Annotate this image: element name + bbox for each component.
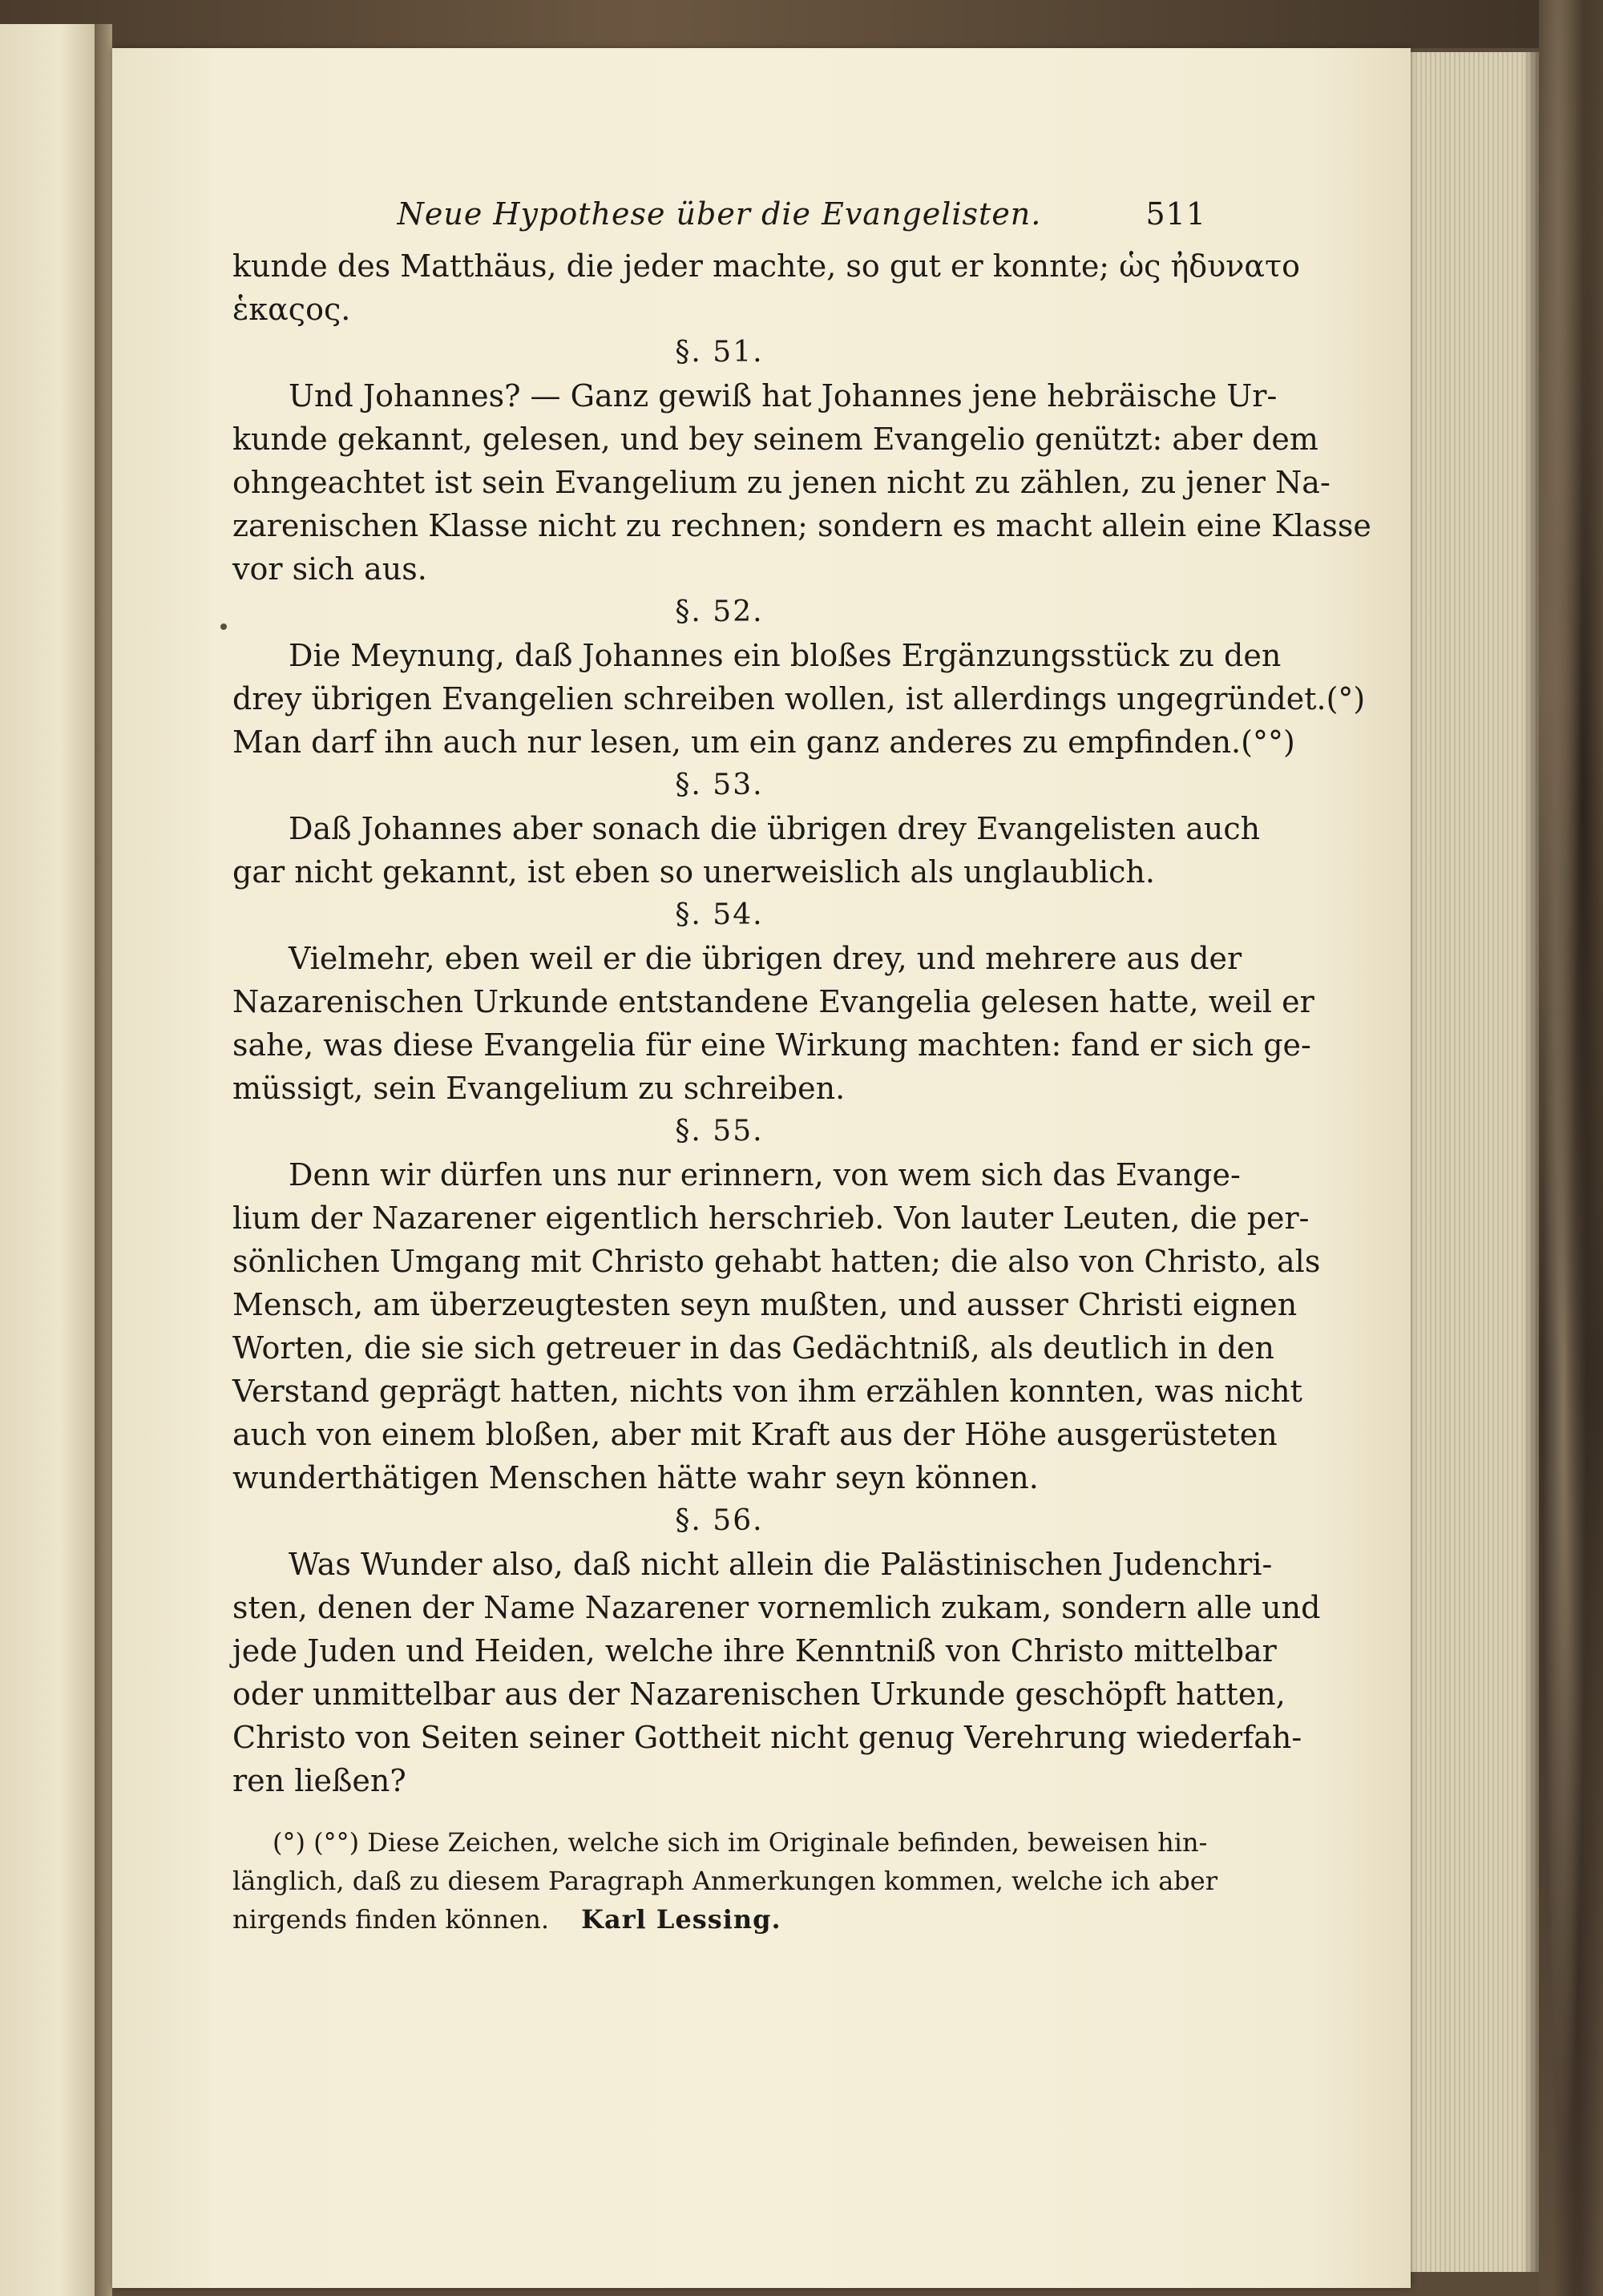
marbled-cover-edge [1539, 0, 1603, 2296]
book-gutter [95, 24, 112, 2296]
text-line: Und Johannes? — Ganz gewiß hat Johannes jene hebräische Ur- [289, 378, 1278, 414]
section-heading: §. 53. [675, 769, 764, 801]
margin-ink-dot [220, 623, 227, 630]
text-line: Was Wunder also, daß nicht allein die Palästinischen Judenchri- [289, 1547, 1273, 1582]
section-heading: §. 52. [675, 595, 764, 628]
text-line: Denn wir dürfen uns nur erinnern, von wem sich das Evange- [289, 1157, 1241, 1192]
footnote [232, 1823, 1217, 1939]
page-number: 511 [1145, 196, 1206, 232]
text-line: Verstand geprägt hatten, nichts von ihm erzählen konnten, was nicht [232, 1374, 1302, 1409]
footnote-line [232, 1862, 1217, 1900]
text-line: vor sich aus. [232, 551, 427, 587]
text-line: wunderthätigen Menschen hätte wahr seyn können. [232, 1460, 1039, 1495]
running-head-title: Neue Hypothese über die Evangelisten. [397, 196, 1042, 232]
text-line: sönlichen Umgang mit Christo gehabt hatten; die also von Christo, als [232, 1244, 1321, 1279]
text-line: Vielmehr, eben weil er die übrigen drey, und mehrere aus der [289, 941, 1242, 976]
text-line: auch von einem bloßen, aber mit Kraft aus der Höhe ausgerüsteten [232, 1417, 1278, 1452]
text-line: zarenischen Klasse nicht zu rechnen; sondern es macht allein eine Klasse [232, 508, 1371, 543]
text-line: gar nicht gekannt, ist eben so unerweislich als unglaublich. [232, 854, 1155, 890]
text-line: lium der Nazarener eigentlich herschrieb. Von lauter Leuten, die per- [232, 1200, 1310, 1236]
section-heading: §. 56. [675, 1504, 764, 1537]
footnote-line [232, 1900, 1206, 1939]
page-edge-shadow [1523, 52, 1539, 2272]
text-line: sten, denen der Name Nazarener vornemlich zukam, sondern alle und [232, 1590, 1321, 1625]
footnote-signature: Karl Lessing. [571, 1904, 781, 1935]
body-text [232, 244, 1371, 1802]
page-text-block [232, 196, 1371, 1939]
text-line: ren ließen? [232, 1763, 406, 1798]
footnote-line [232, 1823, 1206, 1862]
footnote-text: länglich, daß zu diesem Paragraph Anmerkungen kommen, welche ich aber [232, 1866, 1217, 1896]
section-heading: §. 55. [675, 1115, 764, 1148]
text-line: sahe, was diese Evangelia für eine Wirkung machten: fand er sich ge- [232, 1027, 1311, 1063]
book-binding-top [0, 0, 1603, 48]
text-line: Worten, die sie sich getreuer in das Gedächtniß, als deutlich in den [232, 1330, 1274, 1366]
text-line: kunde gekannt, gelesen, und bey seinem Evangelio genützt: aber dem [232, 422, 1318, 457]
text-line: Man darf ihn auch nur lesen, um ein ganz anderes zu empfinden.(°°) [232, 724, 1295, 760]
text-line: Nazarenischen Urkunde entstandene Evangelia gelesen hatte, weil er [232, 984, 1314, 1019]
text-line: müssigt, sein Evangelium zu schreiben. [232, 1071, 846, 1106]
running-head [232, 196, 1206, 244]
text-line: ohngeachtet ist sein Evangelium zu jenen nicht zu zählen, zu jener Na- [232, 465, 1330, 500]
facing-page-edge [0, 24, 103, 2296]
text-line: jede Juden und Heiden, welche ihre Kenntniß von Christo mittelbar [232, 1633, 1277, 1669]
text-line: Daß Johannes aber sonach die übrigen drey Evangelisten auch [289, 811, 1261, 846]
text-line: ἑκαςος. [232, 292, 351, 327]
section-heading: §. 54. [675, 898, 764, 931]
text-line: drey übrigen Evangelien schreiben wollen, ist allerdings ungegründet.(°) [232, 681, 1366, 716]
section-heading: §. 51. [675, 336, 764, 369]
text-line: Christo von Seiten seiner Gottheit nicht genug Verehrung wiederfah- [232, 1720, 1302, 1755]
footnote-separator-space [232, 1802, 1206, 1823]
footnote-text: nirgends finden können. [232, 1904, 549, 1935]
footnote-text: (°) (°°) Diese Zeichen, welche sich im Originale befinden, beweisen hin- [273, 1827, 1208, 1858]
text-line: Die Meynung, daß Johannes ein bloßes Ergänzungsstück zu den [289, 638, 1282, 673]
text-line: kunde des Matthäus, die jeder machte, so gut er konnte; ὡς ἠδυνατο [232, 248, 1300, 284]
page-stack-edges [1407, 52, 1540, 2272]
text-line: oder unmittelbar aus der Nazarenischen Urkunde geschöpft hatten, [232, 1677, 1286, 1712]
text-line: Mensch, am überzeugtesten seyn mußten, und ausser Christi eignen [232, 1287, 1298, 1322]
